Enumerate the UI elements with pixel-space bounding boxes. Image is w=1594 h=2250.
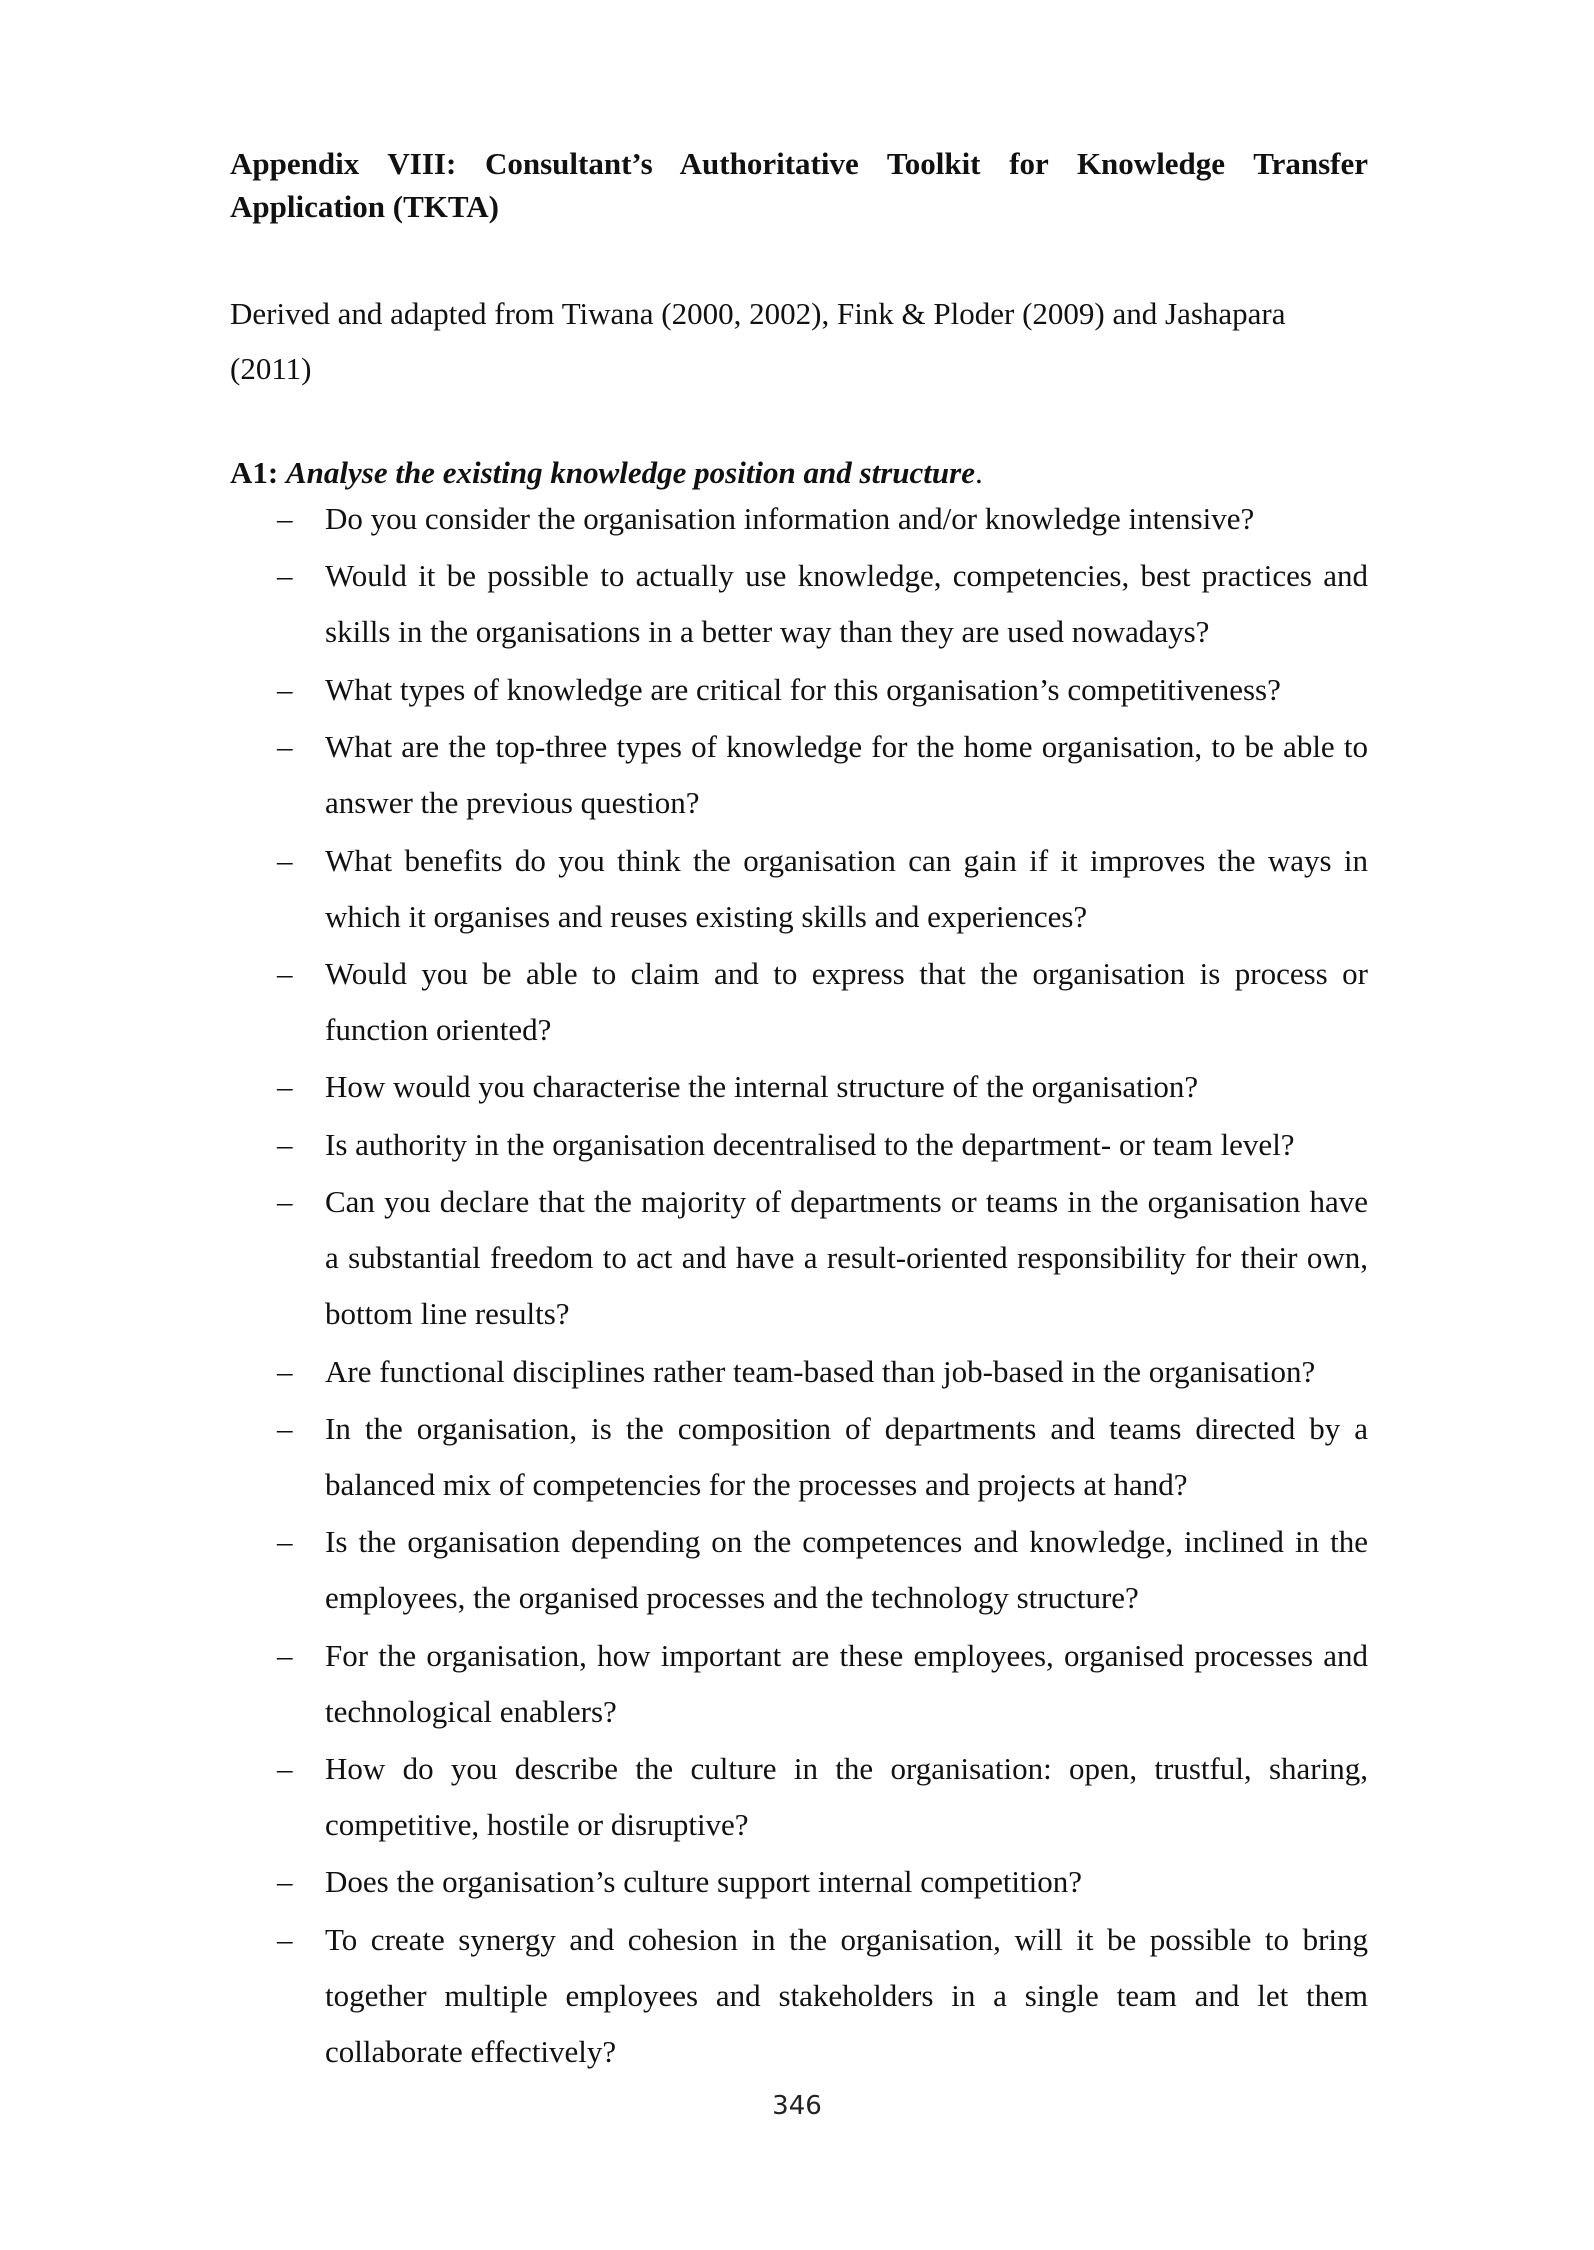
question-text: What types of knowledge are critical for this organisation’s competitiveness? [325, 671, 1281, 707]
dash-bullet: – [277, 558, 293, 594]
section-heading [230, 453, 1368, 493]
question-item [230, 1401, 1368, 1513]
question-text: What benefits do you think the organisation can gain if it improves the ways in which it organises and reuses existing skills and experiences? [325, 842, 1368, 934]
question-text: Do you consider the organisation information and/or knowledge intensive? [325, 501, 1255, 536]
section-title: Analyse the existing knowledge position and structure [285, 455, 975, 490]
dash-bullet: – [277, 671, 293, 707]
question-text: What are the top-three types of knowledge for the home organisation, to be able to answer the previous question? [325, 729, 1368, 821]
question-item [230, 946, 1368, 1058]
question-text: For the organisation, how important are these employees, organised processes and technological enablers? [325, 1637, 1368, 1729]
dash-bullet: – [277, 1864, 293, 1900]
question-item [230, 1854, 1368, 1910]
question-item [230, 1174, 1368, 1342]
question-item [230, 719, 1368, 831]
question-item [230, 491, 1368, 547]
question-item [230, 548, 1368, 660]
question-item [230, 1912, 1368, 2080]
question-list [230, 491, 1368, 2081]
question-item [230, 662, 1368, 718]
dash-bullet: – [277, 1921, 293, 1957]
source-attribution: Derived and adapted from Tiwana (2000, 2002), Fink & Ploder (2009) and Jashapara (2011) [230, 296, 1286, 386]
section-title-period: . [974, 455, 983, 490]
question-text: How would you characterise the internal structure of the organisation? [325, 1069, 1199, 1105]
page-number: 346 [772, 2091, 822, 2121]
question-item [230, 833, 1368, 945]
question-item [230, 1117, 1368, 1173]
dash-bullet: – [277, 955, 293, 991]
question-text: Would it be possible to actually use knowledge, competencies, best practices and skills in the organisations in a better way than they are used nowadays? [325, 558, 1368, 650]
dash-bullet: – [277, 1751, 293, 1787]
question-text: How do you describe the culture in the organisation: open, trustful, sharing, competitive, hostile or disruptive? [325, 1751, 1368, 1843]
question-text: In the organisation, is the composition of departments and teams directed by a balanced mix of competencies for the processes and projects at hand? [325, 1410, 1368, 1502]
question-text: Can you declare that the majority of departments or teams in the organisation have a substantial freedom to act and have a result-oriented responsibility for their own, bottom line results? [325, 1184, 1368, 1332]
section-code: A1: [230, 455, 279, 490]
appendix-heading: Appendix VIII: Consultant’s Authoritative Toolkit for Knowledge Transfer Application (TKTA) [230, 146, 1368, 224]
dash-bullet: – [277, 1184, 293, 1220]
question-text: To create synergy and cohesion in the organisation, will it be possible to bring together multiple employees and stakeholders in a single team and let them collaborate effectively? [325, 1921, 1368, 2069]
question-text: Is authority in the organisation decentralised to the department- or team level? [325, 1126, 1295, 1162]
question-text: Does the organisation’s culture support internal competition? [325, 1864, 1083, 1900]
dash-bullet: – [277, 842, 293, 878]
dash-bullet: – [277, 729, 293, 765]
question-item [230, 1514, 1368, 1626]
question-item [230, 1741, 1368, 1853]
dash-bullet: – [277, 1524, 293, 1560]
dash-bullet: – [277, 501, 293, 536]
question-item [230, 1344, 1368, 1400]
question-text: Are functional disciplines rather team-based than job-based in the organisation? [325, 1353, 1316, 1389]
dash-bullet: – [277, 1410, 293, 1446]
question-text: Would you be able to claim and to express that the organisation is process or function oriented? [325, 955, 1368, 1047]
question-item [230, 1628, 1368, 1740]
question-item [230, 1059, 1368, 1115]
question-text: Is the organisation depending on the competences and knowledge, inclined in the employees, the organised processes and the technology structure? [325, 1524, 1368, 1616]
dash-bullet: – [277, 1069, 293, 1105]
dash-bullet: – [277, 1353, 293, 1389]
dash-bullet: – [277, 1637, 293, 1673]
dash-bullet: – [277, 1126, 293, 1162]
